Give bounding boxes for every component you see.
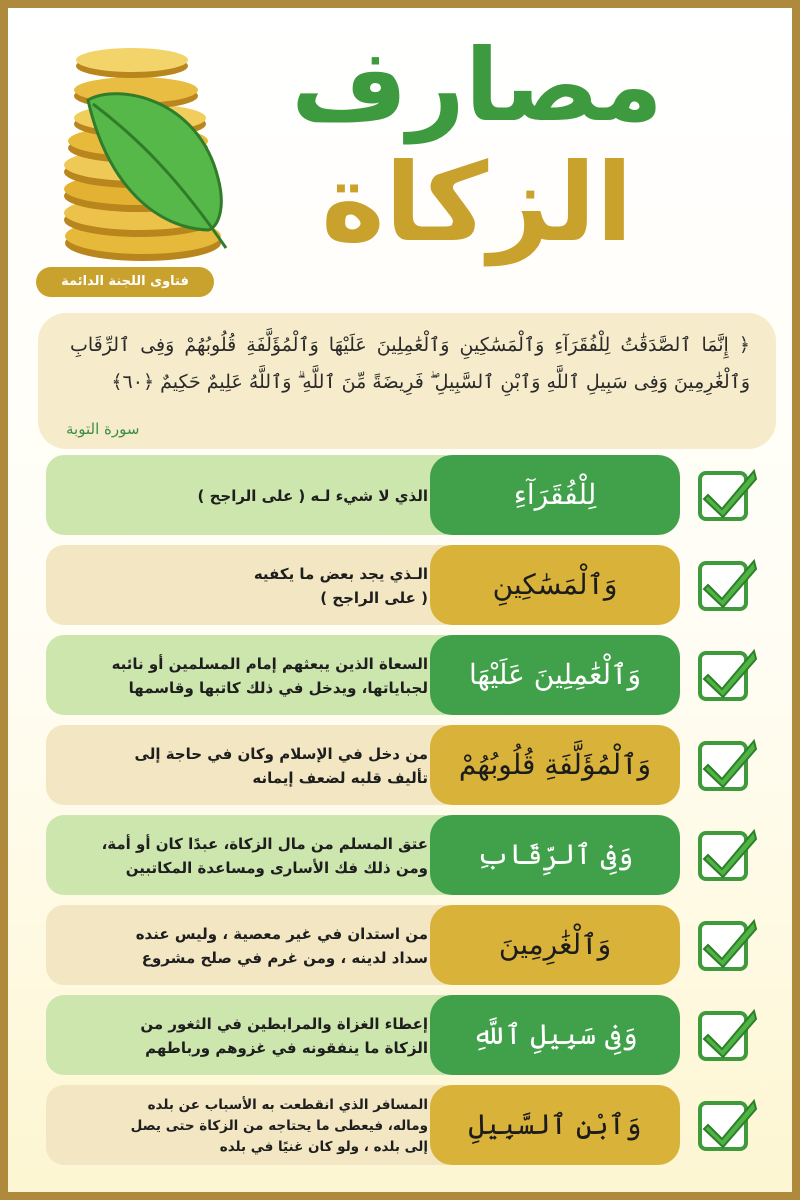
checkmark-icon xyxy=(696,733,760,797)
recipient-term: وَفِى سَبِيلِ ٱللَّهِ xyxy=(430,995,680,1075)
checkmark-icon xyxy=(696,823,760,887)
recipient-description xyxy=(46,905,446,985)
description-line: إعطاء الغزاة والمرابطين في الثغور من xyxy=(140,1015,428,1033)
checkmark-icon xyxy=(696,463,760,527)
description-line: الذي لا شيء لـه ( على الراجح ) xyxy=(197,487,428,505)
description-line: وماله، فيعطى ما يحتاجه من الزكاة حتى يصل xyxy=(130,1117,428,1134)
recipient-description xyxy=(46,545,446,625)
description-line: الزكاة ما ينفقونه في غزوهم ورباطهم xyxy=(145,1039,428,1057)
recipient-description xyxy=(46,995,446,1075)
source-badge: فتاوى اللجنة الدائمة xyxy=(36,267,214,297)
description-line: إلى بلده ، ولو كان غنيًا في بلده xyxy=(219,1138,428,1155)
recipient-description xyxy=(46,635,446,715)
recipient-row xyxy=(46,635,766,715)
recipient-description xyxy=(46,815,446,895)
recipient-row xyxy=(46,905,766,985)
description-line: المسافر الذي انقطعت به الأسباب عن بلده xyxy=(147,1096,428,1113)
description-line: عتق المسلم من مال الزكاة، عبدًا كان أو أمة، xyxy=(101,835,428,853)
description-line: من دخل في الإسلام وكان في حاجة إلى xyxy=(134,745,428,763)
description-line: السعاة الذين يبعثهم إمام المسلمين أو نائبه xyxy=(111,655,428,673)
description-line: الـذي يجد بعض ما يكفيه xyxy=(253,565,428,583)
description-line: لجباياتها، ويدخل في ذلك كاتبها وقاسمها xyxy=(128,679,428,697)
checkmark-icon xyxy=(696,643,760,707)
coins-leaf-icon xyxy=(48,38,248,268)
checkmark-icon xyxy=(696,1093,760,1157)
checkmark-icon xyxy=(696,553,760,617)
poster-frame xyxy=(8,8,792,1192)
main-title-line2: الزكاة xyxy=(321,141,633,266)
recipient-row xyxy=(46,815,766,895)
recipient-row xyxy=(46,1085,766,1165)
recipient-term: وَٱلْغَٰرِمِينَ xyxy=(430,905,680,985)
surah-name: سورة التوبة xyxy=(66,420,140,438)
main-title-line1: مصارف xyxy=(291,27,663,144)
verse-box xyxy=(38,313,776,449)
description-line: ( على الراجح ) xyxy=(320,589,428,607)
recipient-term: وَٱلْمَسَٰكِينِ xyxy=(430,545,680,625)
description-line: سداد لدينه ، ومن غرم في صلح مشروع xyxy=(141,949,428,967)
recipient-term: وَٱلْعَٰمِلِينَ عَلَيْهَا xyxy=(430,635,680,715)
verse-text: ﴿ إِنَّمَا ٱلصَّدَقَٰتُ لِلْفُقَرَآءِ وَٱلْمَسَٰكِينِ وَٱلْعَٰمِلِينَ عَلَيْهَا وَٱلْمُؤَلَّفَةِ قُلُوبُهُمْ وَفِى ٱلرِّقَابِ وَٱلْغَٰرِمِينَ وَفِى سَبِيلِ ٱللَّهِ وَٱبْنِ ٱلسَّبِيلِ ۖ فَرِيضَةً مِّنَ ٱللَّهِ ۗ وَٱللَّهُ عَلِيمٌ حَكِيمٌ ﴿٦٠﴾ xyxy=(70,334,750,393)
recipient-term: وَٱبْنِ ٱلسَّبِيلِ xyxy=(430,1085,680,1165)
checkmark-icon xyxy=(696,1003,760,1067)
recipient-row xyxy=(46,725,766,805)
recipient-term: لِلْفُقَرَآءِ xyxy=(430,455,680,535)
recipient-row xyxy=(46,545,766,625)
recipient-description xyxy=(46,1085,446,1165)
recipient-row xyxy=(46,455,766,535)
description-line: من استدان في غير معصية ، وليس عنده xyxy=(135,925,428,943)
description-line: ومن ذلك فك الأسارى ومساعدة المكاتبين xyxy=(125,859,428,877)
recipient-description xyxy=(46,455,446,535)
recipient-term: وَفِى ٱلرِّقَابِ xyxy=(430,815,680,895)
description-line: تأليف قلبه لضعف إيمانه xyxy=(252,769,428,787)
recipient-term: وَٱلْمُؤَلَّفَةِ قُلُوبُهُمْ xyxy=(430,725,680,805)
checkmark-icon xyxy=(696,913,760,977)
recipient-row xyxy=(46,995,766,1075)
recipient-description xyxy=(46,725,446,805)
